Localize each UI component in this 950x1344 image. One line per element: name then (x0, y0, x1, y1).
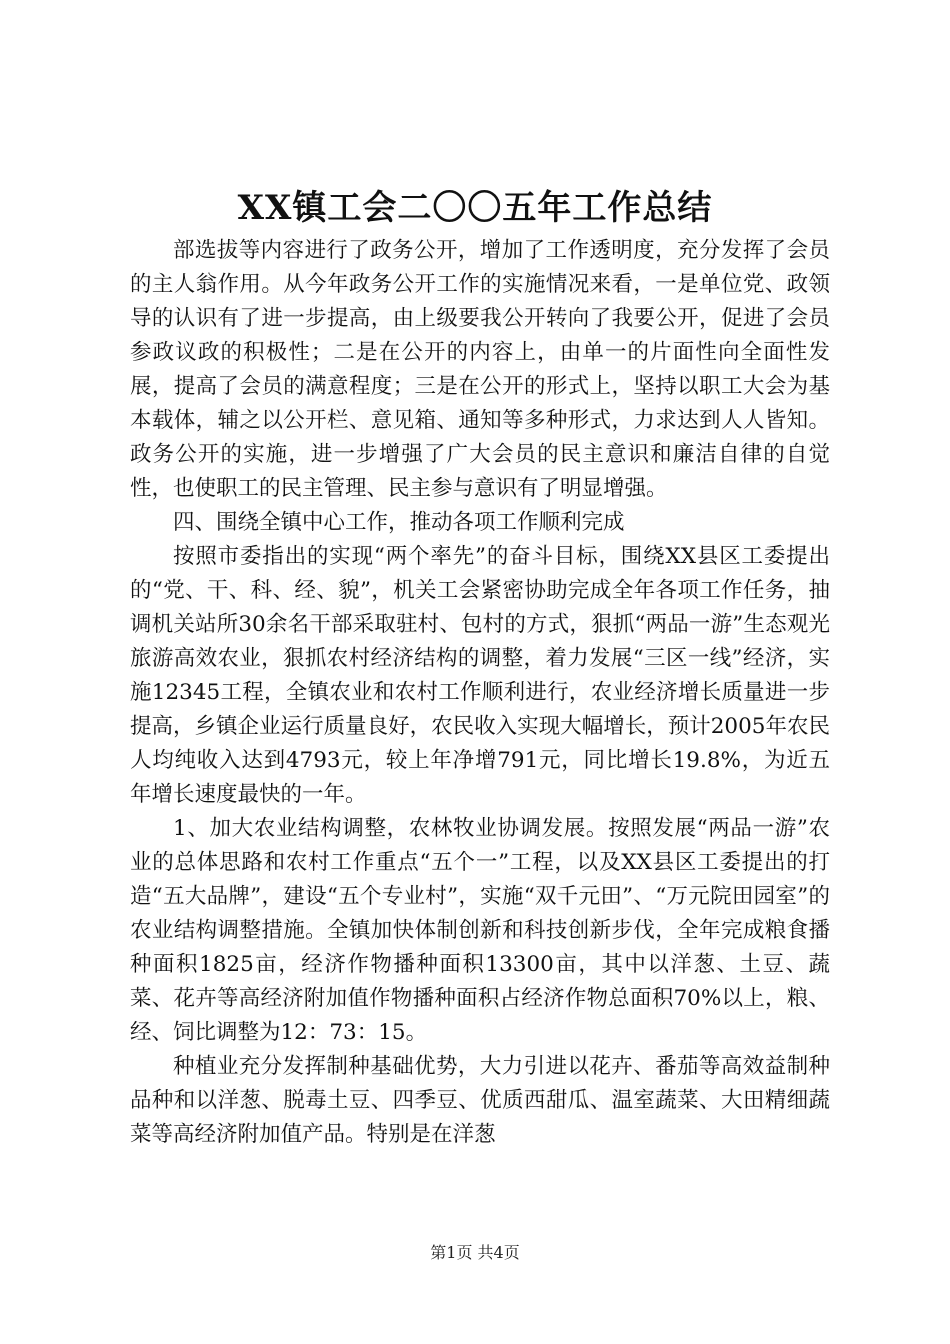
page-title: XX镇工会二〇〇五年工作总结 (237, 188, 713, 228)
paragraph-planting: 种植业充分发挥制种基础优势，大力引进以花卉、番茄等高效益制种品种和以洋葱、脱毒土豆、四季豆、优质西甜瓜、温室蔬菜、大田精细蔬菜等高经济附加值产品。特别是在洋葱 (130, 1054, 830, 1147)
document-body (130, 234, 830, 1152)
section-heading-four: 四、围绕全镇中心工作，推动各项工作顺利完成 (173, 510, 625, 535)
paragraph-central-work: 按照市委指出的实现“两个率先”的奋斗目标，围绕XX县区工委提出的“党、干、科、经、貌”，机关工会紧密协助完成全年各项工作任务，抽调机关站所30余名干部采取驻村、包村的方式，狠抓“两品一游”生态观光旅游高效农业，狠抓农村经济结构的调整，着力发展“三区一线”经济，实施12345工程，全镇农业和农村工作顺利进行，农业经济增长质量进一步提高，乡镇企业运行质量良好，农民收入实现大幅增长，预计2005年农民人均纯收入达到4793元，较上年净增791元，同比增长19.8%，为近五年增长速度最快的一年。 (130, 544, 830, 807)
paragraph-government-affairs: 部选拔等内容进行了政务公开，增加了工作透明度，充分发挥了会员的主人翁作用。从今年政务公开工作的实施情况来看，一是单位党、政领导的认识有了进一步提高，由上级要我公开转向了我要公开，促进了会员参政议政的积极性；二是在公开的内容上，由单一的片面性向全面性发展，提高了会员的满意程度；三是在公开的形式上，坚持以职工大会为基本载体，辅之以公开栏、意见箱、通知等多种形式，力求达到人人皆知。政务公开的实施，进一步增强了广大会员的民主意识和廉洁自律的自觉性，也使职工的民主管理、民主参与意识有了明显增强。 (130, 238, 830, 501)
page-footer: 第1页 共4页 (430, 1243, 520, 1262)
paragraph-agri-structure: 1、加大农业结构调整，农林牧业协调发展。按照发展“两品一游”农业的总体思路和农村工作重点“五个一”工程，以及XX县区工委提出的打造“五大品牌”，建设“五个专业村”，实施“双千元田”、“万元院田园室”的农业结构调整措施。全镇加快体制创新和科技创新步伐，全年完成粮食播种面积1825亩，经济作物播种面积13300亩，其中以洋葱、土豆、蔬菜、花卉等高经济附加值作物播种面积占经济作物总面积70%以上，粮、经、饲比调整为12：73：15。 (130, 816, 830, 1045)
